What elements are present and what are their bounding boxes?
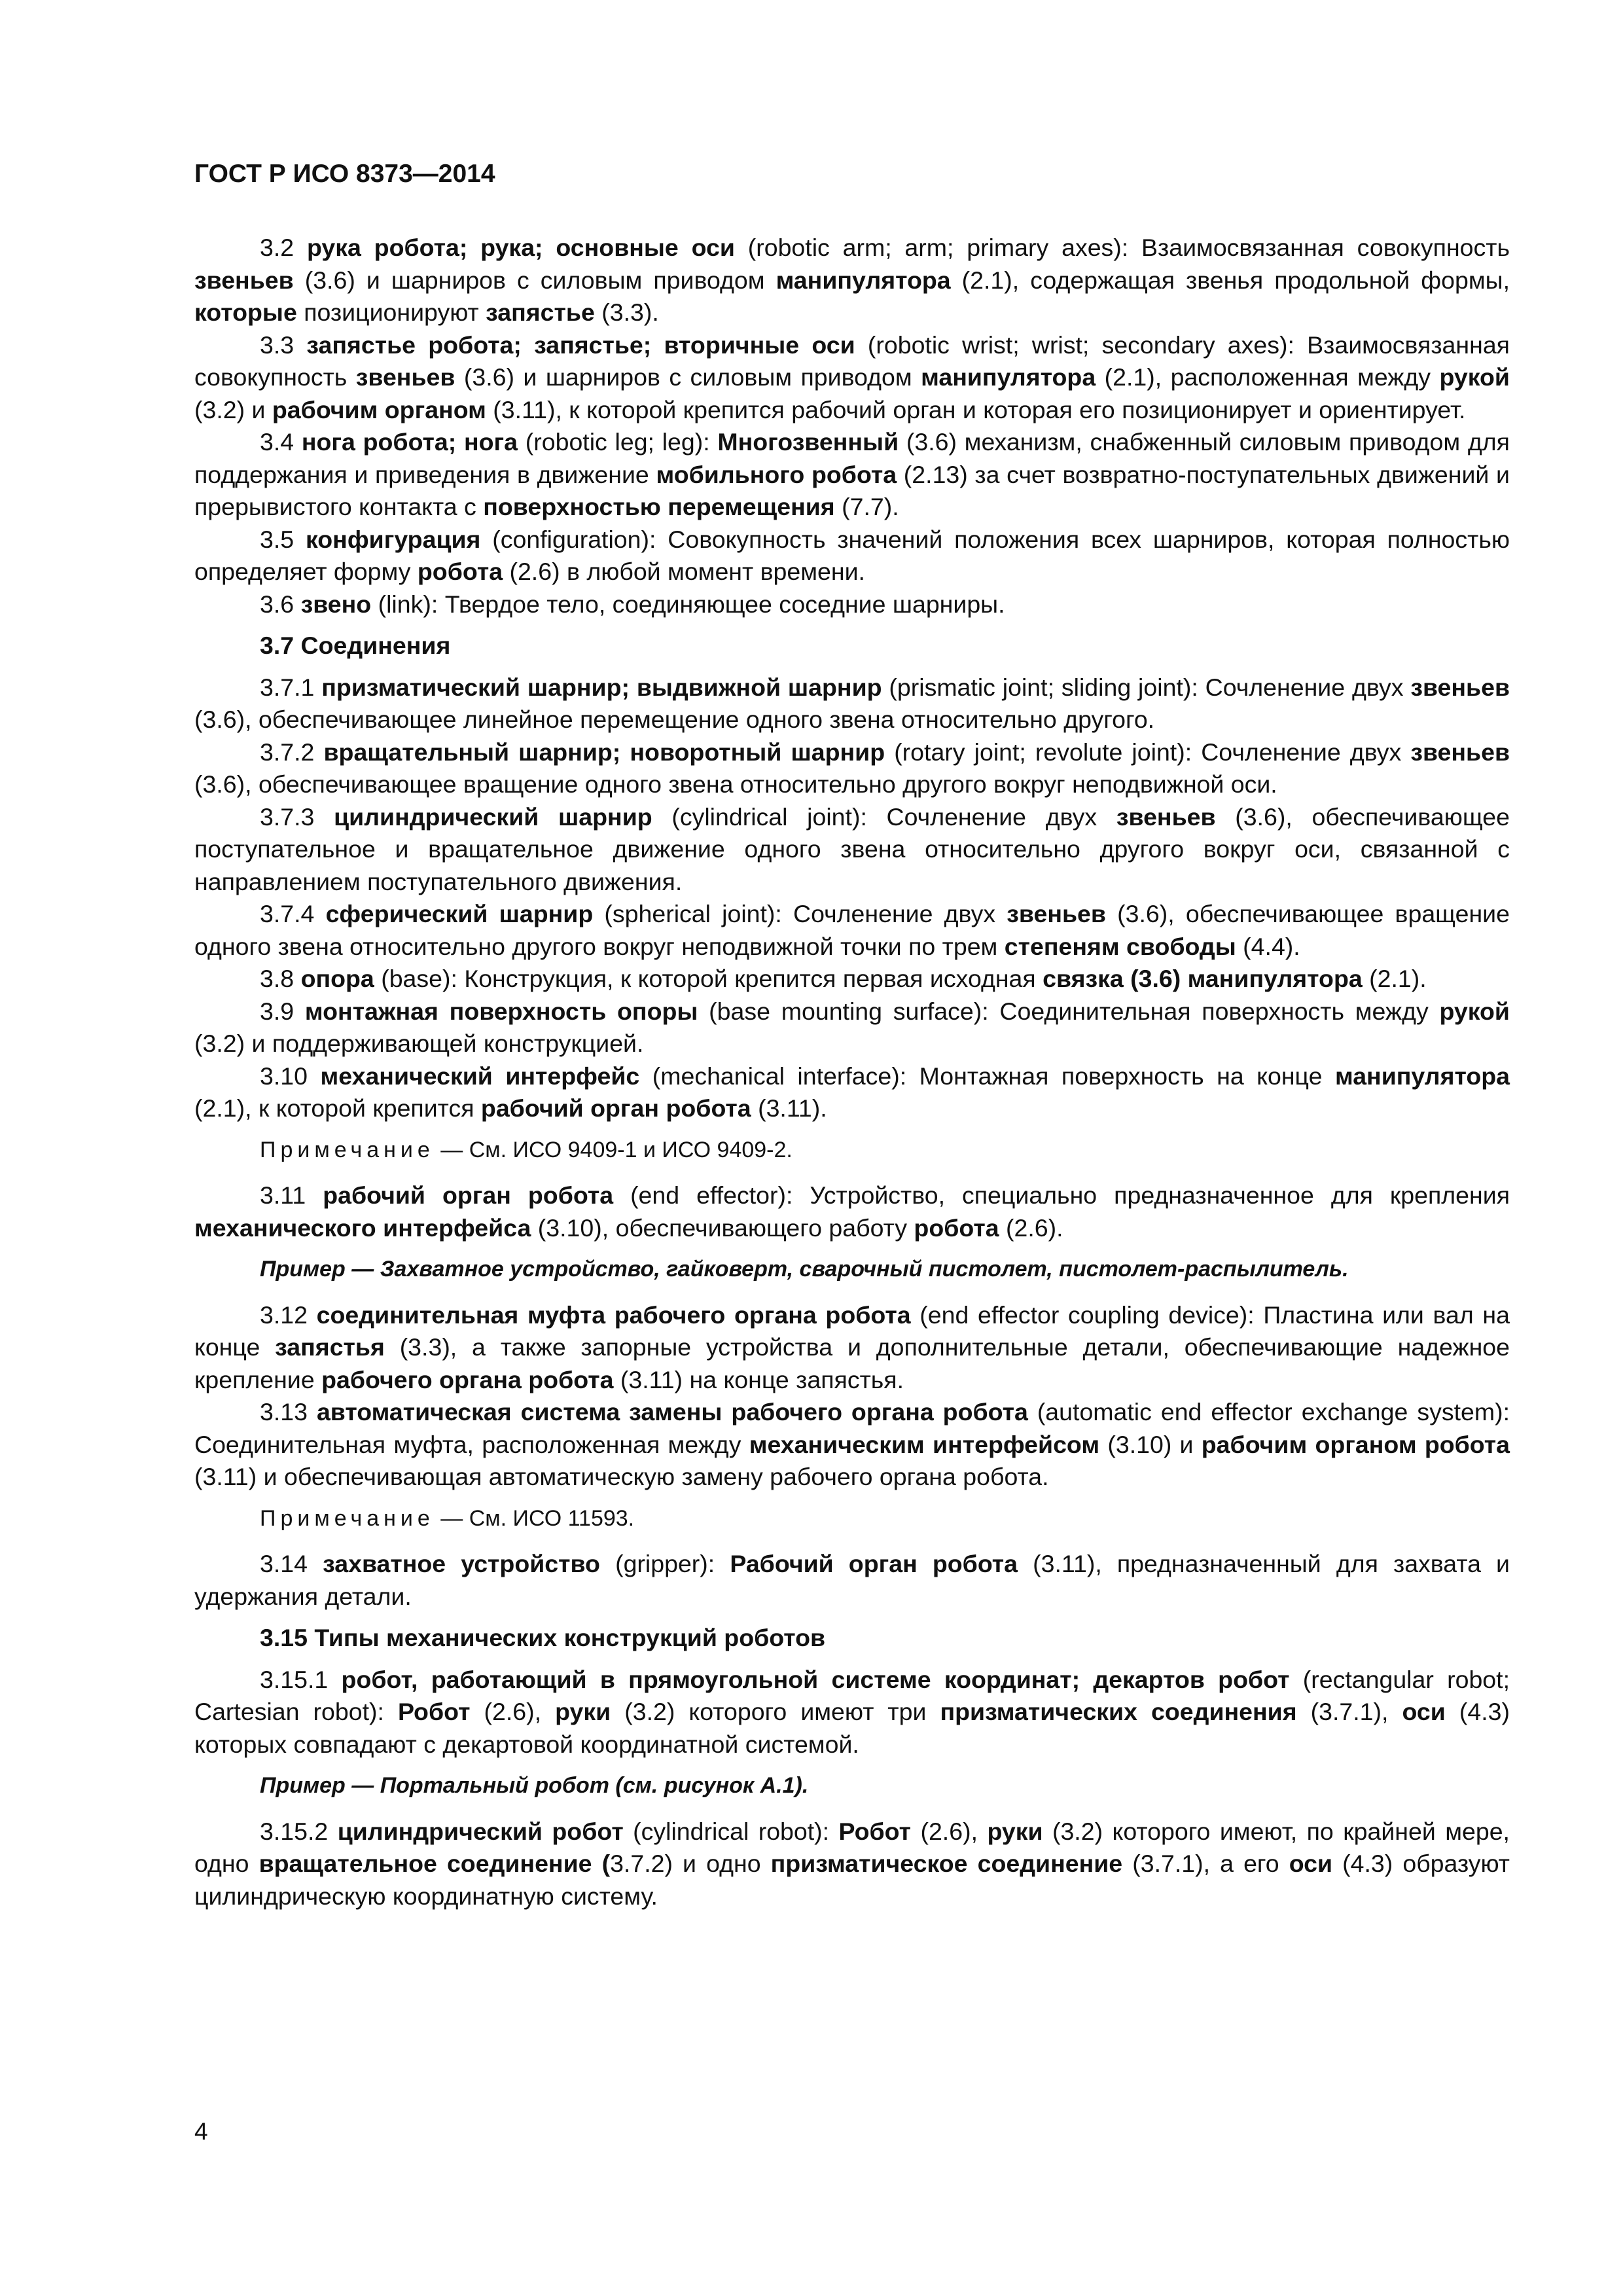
text-segment: (end effector): Устройство, специально предназначенное для крепления — [613, 1181, 1510, 1209]
example — [194, 1253, 1510, 1286]
term-bold: Робот — [838, 1817, 912, 1845]
text-segment: (robotic arm; arm; primary axes): Взаимосвязанная совокупность — [734, 234, 1510, 261]
text-segment: (3.3). — [594, 298, 659, 326]
term-definition — [194, 588, 1510, 621]
text-segment: 3.7.2) и одно — [610, 1850, 771, 1877]
text-segment: (3.6), обеспечивающее вращение одного звена относительно другого вокруг неподвижной точки по трем — [194, 900, 1510, 960]
term-bold: Робот — [397, 1698, 471, 1725]
term-bold: вращательное соединение ( — [259, 1850, 611, 1877]
term-bold: руки — [555, 1698, 611, 1725]
text-segment: (4.3) образуют цилиндрическую координатную систему. — [194, 1850, 1510, 1910]
term-bold: которые — [194, 298, 297, 326]
text-segment: 3.10 — [260, 1062, 321, 1090]
note — [194, 1503, 1510, 1535]
text-segment: 3.15.1 — [260, 1665, 342, 1693]
term-bold: звеньев — [1410, 738, 1510, 766]
term-bold: вращательный шарнир; новоротный шарнир — [323, 738, 885, 766]
term-bold: сферический шарнир — [325, 900, 594, 927]
text-segment: позиционируют — [296, 298, 486, 326]
text-segment: 3.4 — [260, 428, 302, 456]
text-segment: (automatic end effector exchange system): Соединительная муфта, расположенная между — [194, 1398, 1510, 1458]
term-definition — [194, 329, 1510, 427]
text-segment: Примечание — [260, 1137, 435, 1162]
term-bold: руки — [987, 1817, 1043, 1845]
document-header: ГОСТ Р ИСО 8373—2014 — [194, 160, 495, 188]
term-bold: звеньев — [355, 363, 455, 391]
section-heading — [194, 630, 1510, 662]
term-bold: поверхностью перемещения — [483, 493, 835, 520]
text-segment: (3.6), обеспечивающее поступательное и вращательное движение одного звена относительно другого вокруг оси, связанной с направлением поступательного движения. — [194, 802, 1510, 895]
text-segment: (3.11). — [751, 1094, 827, 1122]
term-bold: механического интерфейса — [194, 1213, 531, 1242]
term-definition — [194, 1060, 1510, 1125]
text-segment: 3.15 Типы механических конструкций роботов — [260, 1624, 826, 1651]
text-segment: (3.2) которого имеют, по крайней мере, одно — [194, 1817, 1510, 1877]
text-segment: (3.11), предназначенный для захвата и удержания детали. — [194, 1550, 1510, 1610]
text-segment: (2.1). — [1362, 965, 1427, 992]
text-segment: (3.6) и шарниров с силовым приводом — [293, 266, 776, 294]
text-segment: (2.1), расположенная между — [1096, 363, 1440, 391]
text-segment: (3.3), а также запорные устройства и дополнительные детали, обеспечивающие надежное крепление — [194, 1333, 1510, 1393]
term-bold: степеням свободы — [1004, 932, 1236, 960]
text-segment: (spherical joint): Сочленение двух — [593, 900, 1007, 927]
term-bold: оси — [1289, 1850, 1333, 1877]
text-segment: (3.7.1), — [1296, 1698, 1402, 1725]
term-definition — [194, 672, 1510, 736]
term-bold: робота — [417, 558, 503, 585]
text-segment: Примечание — [260, 1505, 435, 1531]
term-bold: запястье — [486, 298, 595, 326]
term-bold: цилиндрический шарнир — [334, 802, 652, 831]
term-definition — [194, 232, 1510, 329]
text-segment: (configuration): Совокупность значений положения всех шарниров, которая полностью определяет форму — [194, 525, 1510, 585]
term-bold: робота — [914, 1213, 999, 1242]
term-bold: призматический шарнир; выдвижной шарнир — [321, 673, 882, 701]
text-segment: (rectangular robot; Cartesian robot): — [194, 1665, 1510, 1725]
term-bold: рукой — [1439, 363, 1510, 391]
term-definition — [194, 801, 1510, 899]
term-bold: автоматическая система замены рабочего органа робота — [316, 1398, 1028, 1426]
text-segment: (3.7.1), а его — [1122, 1850, 1289, 1877]
text-segment: (3.11) на конце запястья. — [613, 1365, 904, 1393]
text-segment: 3.9 — [260, 997, 305, 1025]
text-segment: 3.3 — [260, 331, 307, 359]
term-bold: призматическое соединение — [770, 1850, 1123, 1877]
term-bold: цилиндрический робот — [337, 1817, 624, 1845]
term-bold: запястья — [275, 1333, 385, 1361]
text-segment: (2.6), — [470, 1698, 556, 1725]
term-bold: соединительная муфта рабочего органа робота — [316, 1300, 911, 1329]
note — [194, 1134, 1510, 1167]
term-definition — [194, 898, 1510, 963]
term-bold: манипулятора — [1334, 1062, 1510, 1090]
term-bold: мобильного робота — [656, 460, 897, 488]
term-definition — [194, 736, 1510, 801]
term-bold: звено — [300, 590, 372, 618]
term-bold: звеньев — [1410, 673, 1510, 701]
text-segment: (2.6) в любой момент времени. — [503, 558, 865, 585]
text-segment: (3.10), обеспечивающего работу — [531, 1213, 914, 1242]
text-segment: (3.6) и шарниров с силовым приводом — [455, 363, 921, 391]
text-segment: (robotic leg; leg): — [518, 428, 718, 456]
term-bold: опора — [300, 965, 374, 992]
text-segment: (gripper): — [599, 1550, 730, 1577]
document-page — [194, 157, 1510, 1912]
term-bold: запястье робота; запястье; вторичные оси — [306, 331, 855, 359]
term-definition — [194, 1548, 1510, 1613]
text-segment: 3.7.1 — [260, 673, 322, 701]
term-definition — [194, 1816, 1510, 1913]
term-bold: механическим интерфейсом — [749, 1430, 1100, 1458]
text-segment: (2.1), к которой крепится — [194, 1094, 481, 1122]
term-definition — [194, 426, 1510, 524]
text-segment: (2.13) за счет возвратно-поступательных движений и прерывистого контакта с — [194, 460, 1510, 520]
text-segment: 3.7.2 — [260, 738, 324, 766]
term-bold: манипулятора — [776, 266, 951, 294]
term-bold: рабочий орган робота — [323, 1181, 614, 1209]
document-body — [194, 232, 1510, 1912]
term-bold: механический интерфейс — [320, 1062, 640, 1090]
text-segment: Пример — Захватное устройство, гайковерт, сварочный пистолет, пистолет-распылитель. — [260, 1257, 1349, 1282]
text-segment: 3.12 — [260, 1300, 317, 1329]
term-bold: монтажная поверхность опоры — [304, 997, 698, 1025]
term-bold: захватное устройство — [323, 1550, 600, 1577]
term-definition — [194, 1396, 1510, 1494]
text-segment: 3.7 Соединения — [260, 632, 451, 659]
term-definition — [194, 996, 1510, 1060]
text-segment: Пример — Портальный робот (см. рисунок А.1). — [260, 1773, 809, 1798]
text-segment: (3.2) и — [194, 395, 272, 423]
text-segment: 3.2 — [260, 234, 307, 261]
term-bold: рука робота; рука; основные оси — [306, 234, 735, 261]
term-definition — [194, 1179, 1510, 1244]
term-bold: Многозвенный — [717, 428, 899, 456]
section-heading — [194, 1622, 1510, 1655]
term-bold: рабочего органа робота — [321, 1365, 614, 1393]
page-number: 4 — [194, 2118, 208, 2145]
term-bold: рабочим органом робота — [1201, 1430, 1510, 1458]
text-segment: 3.6 — [260, 590, 301, 618]
term-definition — [194, 524, 1510, 588]
text-segment: 3.15.2 — [260, 1817, 338, 1845]
text-segment: (base): Конструкция, к которой крепится первая исходная — [374, 965, 1043, 992]
text-segment: — См. ИСО 9409-1 и ИСО 9409-2. — [434, 1137, 793, 1162]
text-segment: (2.6), — [911, 1817, 988, 1845]
text-segment: — См. ИСО 11593. — [434, 1505, 635, 1531]
term-bold: рукой — [1439, 997, 1510, 1025]
text-segment: (2.6). — [999, 1213, 1063, 1242]
text-segment: 3.14 — [260, 1550, 323, 1577]
text-segment: 3.8 — [260, 965, 301, 992]
text-segment: 3.7.3 — [260, 802, 334, 831]
term-bold: манипулятора — [921, 363, 1096, 391]
text-segment: (end effector coupling device): Пластина или вал на конце — [194, 1300, 1510, 1361]
term-definition — [194, 1664, 1510, 1761]
term-bold: рабочий орган робота — [480, 1094, 751, 1122]
term-bold: робот, работающий в прямоугольной системе координат; декартов робот — [341, 1665, 1290, 1693]
text-segment: (base mounting surface): Соединительная поверхность между — [698, 997, 1440, 1025]
text-segment: (3.6), обеспечивающее вращение одного звена относительно другого вокруг неподвижной оси. — [194, 770, 1277, 798]
term-bold: звеньев — [1116, 802, 1216, 831]
term-definition — [194, 963, 1510, 996]
text-segment: 3.5 — [260, 525, 306, 553]
text-segment: (3.6) механизм, снабженный силовым приводом для поддержания и приведения в движение — [194, 428, 1510, 488]
text-segment: (3.11), к которой крепится рабочий орган и которая его позиционирует и ориентирует. — [486, 395, 1466, 423]
term-bold: конфигурация — [306, 525, 481, 553]
text-segment: 3.13 — [260, 1398, 317, 1426]
text-segment: (robotic wrist; wrist; secondary axes): Взаимосвязанная совокупность — [194, 331, 1510, 391]
term-bold: нога робота; нога — [301, 428, 518, 456]
term-bold: звеньев — [1007, 900, 1106, 927]
text-segment: (cylindrical robot): — [623, 1817, 839, 1845]
text-segment: (4.3) которых совпадают с декартовой координатной системой. — [194, 1698, 1510, 1758]
text-segment: (3.2) которого имеют три — [611, 1698, 940, 1725]
term-bold: оси — [1402, 1698, 1446, 1725]
text-segment: (prismatic joint; sliding joint): Сочленение двух — [882, 673, 1411, 701]
term-bold: призматических соединения — [940, 1698, 1297, 1725]
text-segment: (mechanical interface): Монтажная поверхность на конце — [639, 1062, 1335, 1090]
term-bold: связка (3.6) манипулятора — [1043, 965, 1363, 992]
term-bold: Рабочий орган робота — [730, 1550, 1018, 1577]
text-segment: (7.7). — [834, 493, 899, 520]
text-segment: (4.4). — [1236, 932, 1300, 960]
text-segment: (3.11) и обеспечивающая автоматическую замену рабочего органа робота. — [194, 1463, 1049, 1490]
text-segment: (2.1), содержащая звенья продольной формы, — [950, 266, 1510, 294]
text-segment: (3.6), обеспечивающее линейное перемещение одного звена относительно другого. — [194, 706, 1155, 733]
term-bold: звеньев — [194, 266, 294, 294]
example — [194, 1770, 1510, 1803]
term-bold: рабочим органом — [272, 395, 486, 423]
term-definition — [194, 1299, 1510, 1397]
text-segment: (link): Твердое тело, соединяющее соседние шарниры. — [371, 590, 1005, 618]
text-segment: (3.10) и — [1099, 1430, 1202, 1458]
text-segment: (cylindrical joint): Сочленение двух — [652, 802, 1116, 831]
text-segment: 3.11 — [260, 1181, 323, 1209]
text-segment: (3.2) и поддерживающей конструкцией. — [194, 1030, 644, 1057]
text-segment: 3.7.4 — [260, 900, 326, 927]
text-segment: (rotary joint; revolute joint): Сочленение двух — [885, 738, 1411, 766]
